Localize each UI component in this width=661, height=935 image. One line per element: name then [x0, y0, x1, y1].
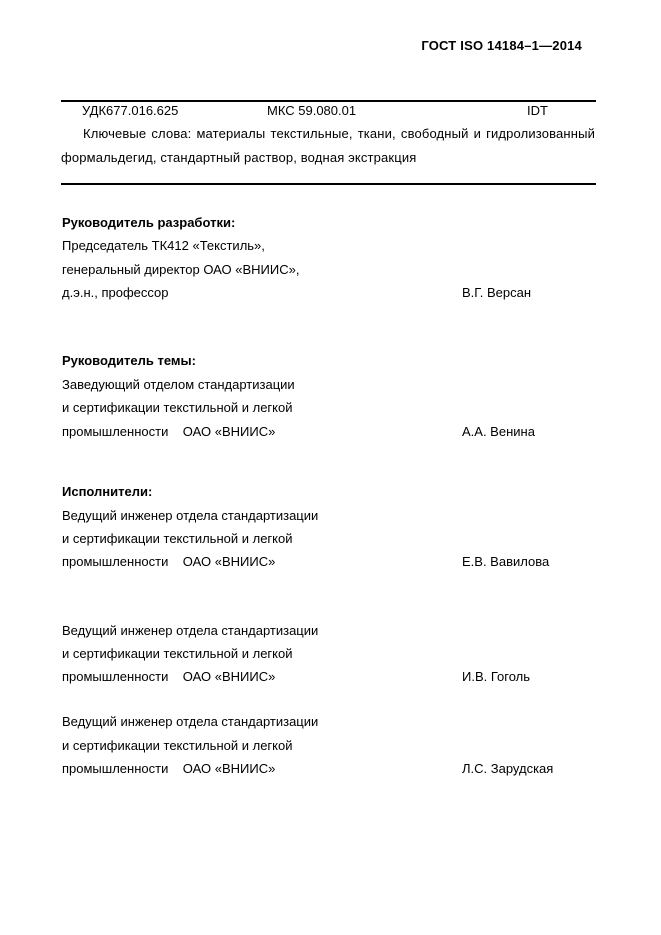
- theme-head-name: А.А. Венина: [462, 424, 535, 439]
- udk-code: УДК677.016.625: [82, 103, 179, 118]
- dev-head-line-2: генеральный директор ОАО «ВНИИС»,: [62, 262, 300, 277]
- executor-3-name: Л.С. Зарудская: [462, 761, 554, 776]
- executor-3-line-1: Ведущий инженер отдела стандартизации: [62, 714, 319, 729]
- theme-head-line-2: и сертификации текстильной и легкой: [62, 400, 293, 415]
- dev-head-line-1: Председатель ТК412 «Текстиль»,: [62, 238, 265, 253]
- mks-code: МКС 59.080.01: [267, 103, 357, 118]
- keywords-paragraph: Ключевые слова: материалы текстильные, ткани, свободный и гидролизованный формальдегид, стандартный раствор, водная экстракция: [61, 126, 595, 165]
- dev-head-line-3: д.э.н., профессор: [62, 285, 169, 300]
- theme-head-line-1: Заведующий отделом стандартизации: [62, 377, 295, 392]
- executors-title: Исполнители:: [62, 484, 153, 499]
- dev-head-name: В.Г. Версан: [462, 285, 531, 300]
- executor-1-name: Е.В. Вавилова: [462, 554, 550, 569]
- top-rule: [61, 100, 596, 102]
- executor-2-line-2: и сертификации текстильной и легкой: [62, 646, 293, 661]
- executor-1-line-3: промышленности ОАО «ВНИИС»: [62, 554, 276, 569]
- dev-head-title: Руководитель разработки:: [62, 215, 236, 230]
- theme-head-title: Руководитель темы:: [62, 353, 196, 368]
- document-code: ГОСТ ISO 14184–1—2014: [421, 38, 582, 53]
- bottom-rule: [61, 183, 596, 185]
- idt-code: IDT: [527, 103, 548, 118]
- executor-2-name: И.В. Гоголь: [462, 669, 531, 684]
- executor-1-line-1: Ведущий инженер отдела стандартизации: [62, 508, 319, 523]
- executor-3-line-3: промышленности ОАО «ВНИИС»: [62, 761, 276, 776]
- theme-head-line-3: промышленности ОАО «ВНИИС»: [62, 424, 276, 439]
- executor-3-line-2: и сертификации текстильной и легкой: [62, 738, 293, 753]
- executor-1-line-2: и сертификации текстильной и легкой: [62, 531, 293, 546]
- executor-2-line-3: промышленности ОАО «ВНИИС»: [62, 669, 276, 684]
- executor-2-line-1: Ведущий инженер отдела стандартизации: [62, 623, 319, 638]
